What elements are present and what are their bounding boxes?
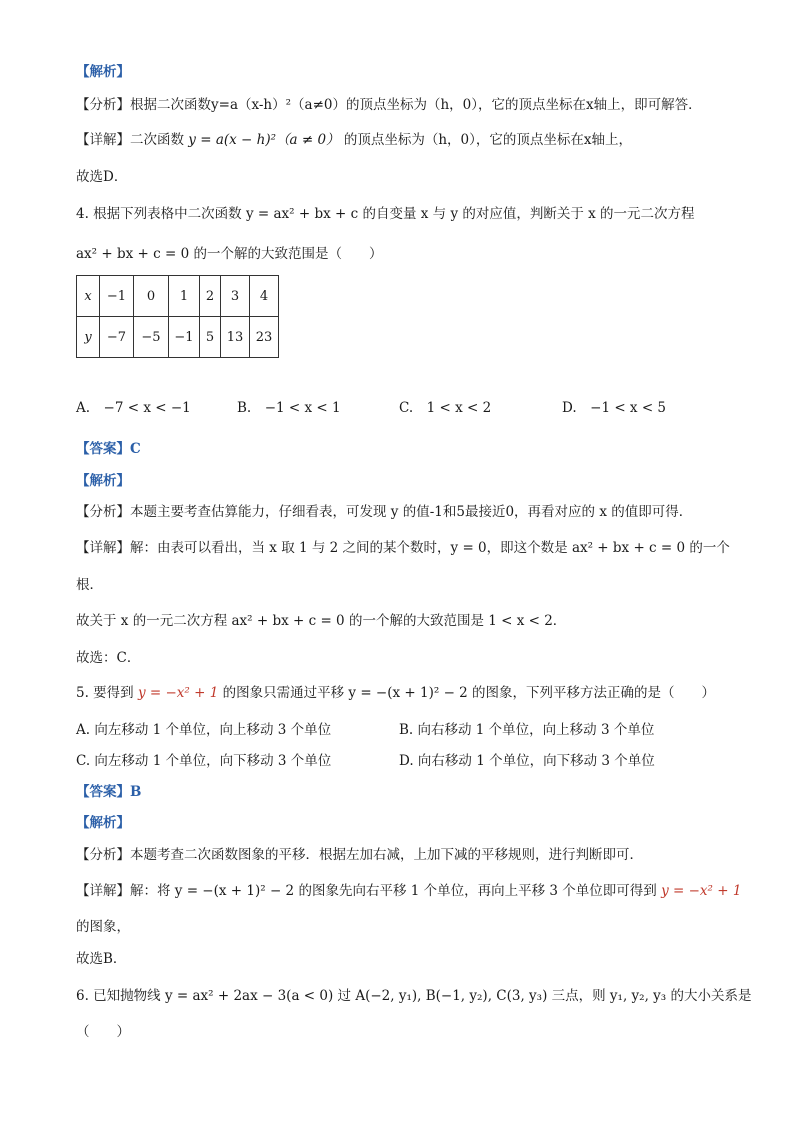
q4-analysis-heading: 【解析】 (76, 473, 130, 489)
q4-conclusion: 故关于 x 的一元二次方程 ax² + bx + c = 0 的一个解的大致范围是 1 < x < 2． (76, 613, 567, 629)
table-cell: 3 (221, 276, 250, 317)
q3-detail-formula: y = a(x − h)²（a ≠ 0） (188, 132, 340, 148)
table-cell: 5 (200, 317, 221, 358)
table-row-x (77, 276, 279, 317)
table-cell: −1 (100, 276, 134, 317)
q5-option-b: B. 向右移动 1 个单位，向上移动 3 个单位 (399, 722, 655, 738)
q5-detail-line1 (76, 882, 741, 900)
q6-stem-line2: （ ） (76, 1024, 130, 1040)
table-cell: 4 (250, 276, 279, 317)
q4-option-b: B. −1 < x < 1 (237, 400, 341, 416)
q5-option-d: D. 向右移动 1 个单位，向下移动 3 个单位 (399, 753, 655, 769)
q4-result: 故选：C． (76, 650, 141, 666)
q3-analysis-heading: 【解析】 (76, 64, 130, 80)
q3-analysis-text: 【分析】根据二次函数y=a（x-h）²（a≠0）的顶点坐标为（h，0），它的顶点坐标在x轴上，即可解答． (76, 97, 702, 113)
q4-value-table (76, 275, 279, 358)
q3-detail-text: 的顶点坐标为（h，0），它的顶点坐标在x轴上， (343, 132, 632, 148)
table-cell: 1 (169, 276, 200, 317)
table-row-y (77, 317, 279, 358)
q4-stem-line1: 4. 根据下列表格中二次函数 y = ax² + bx + c 的自变量 x 与 y 的对应值，判断关于 x 的一元二次方程 (76, 206, 695, 222)
table-cell: −1 (169, 317, 200, 358)
q3-detail (76, 131, 632, 149)
table-cell: x (77, 276, 100, 317)
q4-option-c: C. 1 < x < 2 (399, 400, 492, 416)
q5-option-c: C. 向左移动 1 个单位，向下移动 3 个单位 (76, 753, 332, 769)
q5-detail-text: 【详解】解：将 y = −(x + 1)² − 2 的图象先向右平移 1 个单位，再向上平移 3 个单位即可得到 (76, 883, 657, 899)
q5-target-function: y = −x² + 1 (137, 685, 219, 701)
q5-result: 故选B． (76, 951, 127, 967)
table-cell: −7 (100, 317, 134, 358)
table-cell: y (77, 317, 100, 358)
q5-option-a: A. 向左移动 1 个单位，向上移动 3 个单位 (76, 722, 332, 738)
q5-stem-suffix: 的图象只需通过平移 y = −(x + 1)² − 2 的图象，下列平移方法正确的是（ ） (222, 685, 716, 701)
table-cell: 23 (250, 317, 279, 358)
q5-analysis-text: 【分析】本题考查二次函数图象的平移．根据左加右减，上加下减的平移规则，进行判断即可． (76, 847, 643, 863)
q5-stem-prefix: 5. 要得到 (76, 685, 134, 701)
q4-stem-line2: ax² + bx + c = 0 的一个解的大致范围是（ ） (76, 246, 383, 262)
q4-analysis-text: 【分析】本题主要考查估算能力，仔细看表，可发现 y 的值-1和5最接近0，再看对应的 x 的值即可得． (76, 504, 693, 520)
q5-detail-result-function: y = −x² + 1 (661, 883, 742, 899)
q4-detail-line2: 根． (76, 577, 103, 593)
q3-result: 故选D． (76, 169, 128, 185)
table-cell: 2 (200, 276, 221, 317)
q5-detail-line2: 的图象， (76, 919, 130, 935)
q4-option-d: D. −1 < x < 5 (562, 400, 667, 416)
q5-answer: 【答案】B (76, 784, 142, 800)
q5-analysis-heading: 【解析】 (76, 815, 130, 831)
table-cell: 0 (134, 276, 169, 317)
q5-stem (76, 684, 715, 702)
q4-option-a: A. −7 < x < −1 (76, 400, 191, 416)
q3-detail-label: 【详解】二次函数 (76, 132, 184, 148)
q4-answer: 【答案】C (76, 441, 141, 457)
table-cell: −5 (134, 317, 169, 358)
q6-stem-line1: 6. 已知抛物线 y = ax² + 2ax − 3(a < 0) 过 A(−2, y₁), B(−1, y₂), C(3, y₃) 三点，则 y₁, y₂, y₃ 的大小关系是 (76, 988, 752, 1004)
q4-detail-line1: 【详解】解：由表可以看出，当 x 取 1 与 2 之间的某个数时，y = 0，即这个数是 ax² + bx + c = 0 的一个 (76, 540, 730, 556)
table-cell: 13 (221, 317, 250, 358)
